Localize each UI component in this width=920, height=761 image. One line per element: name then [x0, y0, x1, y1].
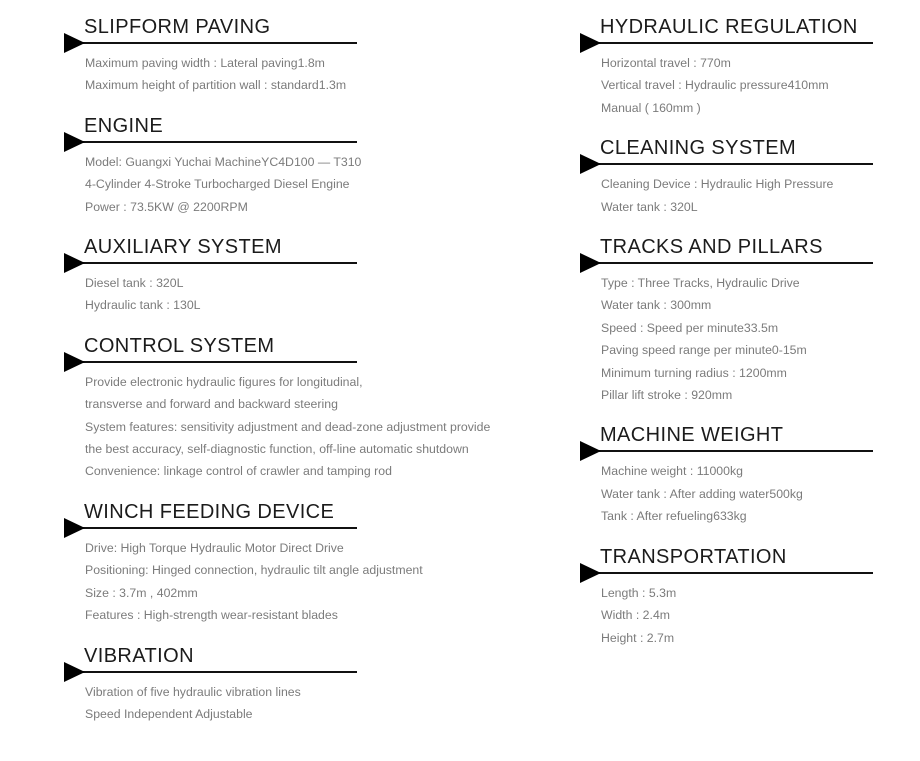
arrow-marker-icon: [64, 253, 85, 273]
spec-section: [580, 546, 910, 649]
arrow-marker-icon: [64, 518, 85, 538]
spec-line: Tank : After refueling633kg: [601, 509, 747, 524]
spec-line: Features : High-strength wear-resistant blades: [85, 608, 338, 623]
arrow-marker-icon: [64, 33, 85, 53]
arrow-marker-icon: [580, 253, 601, 273]
spec-line: 4-Cylinder 4-Stroke Turbocharged Diesel Engine: [85, 177, 350, 192]
left-column: [64, 16, 550, 743]
arrow-marker-icon: [580, 441, 601, 461]
spec-line: Vertical travel : Hydraulic pressure410mm: [601, 78, 829, 93]
spec-line: Water tank : 320L: [601, 199, 698, 214]
section-body: [580, 165, 910, 218]
spec-section: [64, 501, 550, 627]
section-title: HYDRAULIC REGULATION: [600, 16, 858, 38]
arrow-marker-icon: [580, 154, 601, 174]
spec-line: the best accuracy, self-diagnostic function, off-line automatic shutdown: [85, 442, 469, 457]
section-header: [580, 546, 873, 574]
section-header: [580, 236, 873, 264]
section-body: [580, 574, 910, 649]
section-header: [64, 501, 357, 529]
section-title: SLIPFORM PAVING: [84, 16, 271, 38]
spec-line: Machine weight : 11000kg: [601, 464, 743, 479]
section-body: [64, 673, 550, 726]
spec-line: Cleaning Device : Hydraulic High Pressure: [601, 177, 834, 192]
section-body: [64, 143, 550, 218]
spec-line: Speed : Speed per minute33.5m: [601, 320, 779, 335]
spec-section: [580, 236, 910, 406]
section-title: WINCH FEEDING DEVICE: [84, 500, 335, 523]
section-body: [580, 452, 910, 527]
section-title: CLEANING SYSTEM: [600, 137, 797, 160]
spec-line: transverse and forward and backward steering: [85, 397, 338, 412]
spec-section: [64, 335, 550, 483]
spec-line: Drive: High Torque Hydraulic Motor Direct Drive: [85, 540, 344, 555]
section-header: [580, 16, 873, 44]
spec-line: Hydraulic tank : 130L: [85, 298, 201, 313]
section-header: [580, 137, 873, 165]
spec-line: Speed Independent Adjustable: [85, 706, 253, 721]
spec-line: Type : Three Tracks, Hydraulic Drive: [601, 276, 800, 291]
section-body: [64, 529, 550, 627]
spec-line: Diesel tank : 320L: [85, 276, 184, 291]
section-title: TRANSPORTATION: [600, 545, 787, 568]
arrow-marker-icon: [64, 352, 85, 372]
spec-line: Power : 73.5KW @ 2200RPM: [85, 199, 248, 214]
spec-section: [580, 16, 910, 119]
section-title: VIBRATION: [84, 644, 194, 667]
section-header: [64, 115, 357, 143]
arrow-marker-icon: [64, 662, 85, 682]
spec-section: [64, 16, 550, 97]
spec-line: Width : 2.4m: [601, 608, 671, 623]
spec-line: Model: Guangxi Yuchai MachineYC4D100 — T310: [85, 154, 362, 169]
spec-line: Size : 3.7m , 402mm: [85, 585, 198, 600]
spec-line: Height : 2.7m: [601, 630, 675, 645]
section-header: [64, 645, 357, 673]
section-body: [64, 264, 550, 317]
spec-line: Manual ( 160mm ): [601, 100, 701, 115]
spec-line: Maximum paving width : Lateral paving1.8m: [85, 56, 325, 70]
section-header: [64, 16, 357, 44]
spec-line: Positioning: Hinged connection, hydraulic tilt angle adjustment: [85, 563, 423, 578]
spec-line: Vibration of five hydraulic vibration lines: [85, 684, 301, 699]
section-body: [64, 363, 550, 483]
spec-section: [580, 424, 910, 527]
spec-line: Provide electronic hydraulic figures for longitudinal,: [85, 374, 363, 389]
spec-line: Length : 5.3m: [601, 585, 677, 600]
right-column: [580, 16, 910, 667]
section-title: AUXILIARY SYSTEM: [84, 236, 282, 259]
spec-line: Pillar lift stroke : 920mm: [601, 388, 733, 403]
spec-line: System features: sensitivity adjustment and dead-zone adjustment provide: [85, 419, 491, 434]
spec-line: Water tank : 300mm: [601, 298, 712, 313]
section-title: ENGINE: [84, 114, 164, 137]
arrow-marker-icon: [580, 33, 601, 53]
section-body: [580, 264, 910, 406]
spec-line: Maximum height of partition wall : standard1.3m: [85, 78, 347, 93]
spec-line: Horizontal travel : 770m: [601, 56, 731, 70]
spec-line: Paving speed range per minute0-15m: [601, 343, 807, 358]
section-title: MACHINE WEIGHT: [600, 424, 784, 447]
section-header: [580, 424, 873, 452]
spec-section: [64, 645, 550, 726]
section-header: [64, 335, 357, 363]
section-body: [580, 44, 910, 119]
spec-line: Minimum turning radius : 1200mm: [601, 365, 787, 380]
spec-section: [64, 115, 550, 218]
section-body: [64, 44, 550, 97]
spec-section: [64, 236, 550, 317]
section-title: TRACKS AND PILLARS: [600, 236, 823, 259]
section-title: CONTROL SYSTEM: [84, 334, 275, 357]
arrow-marker-icon: [580, 563, 601, 583]
section-header: [64, 236, 357, 264]
arrow-marker-icon: [64, 132, 85, 152]
spec-line: Convenience: linkage control of crawler and tamping rod: [85, 464, 392, 479]
spec-line: Water tank : After adding water500kg: [601, 486, 803, 501]
spec-section: [580, 137, 910, 218]
